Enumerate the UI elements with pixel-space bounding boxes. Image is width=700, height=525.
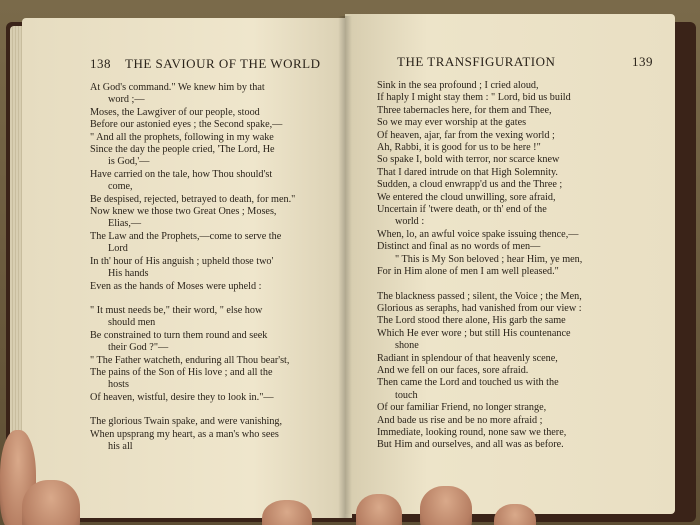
text-line: Of heaven, ajar, far from the vexing world ;	[377, 129, 555, 141]
text-line: Sudden, a cloud enwrapp'd us and the Three ;	[377, 179, 563, 191]
text-line: Now knew we those two Great Ones ; Moses,	[90, 206, 277, 218]
text-line	[377, 279, 653, 291]
text-line: Glorious as seraphs, had vanished from our view :	[377, 302, 582, 314]
finger-right-1	[356, 494, 402, 525]
text-line: When upsprang my heart, as a man's who sees	[90, 428, 279, 440]
text-line: " This is My Son beloved ; hear Him, ye men,	[395, 253, 583, 265]
text-line: Even as the hands of Moses were upheld :	[90, 280, 262, 292]
text-line: Of our familiar Friend, no longer strange,	[377, 402, 547, 414]
text-line: " And all the prophets, following in my wake	[90, 131, 274, 143]
left-page-number: 138	[90, 56, 111, 71]
text-line: That I dared intrude on that High Solemnity.	[377, 166, 558, 178]
text-line: touch	[395, 389, 418, 401]
text-line: Of heaven, wistful, desire they to look in."—	[90, 391, 274, 403]
text-line	[90, 404, 334, 416]
left-running-head: THE SAVIOUR OF THE WORLD	[125, 56, 321, 71]
text-line: Which He ever wore ; but still His countenance	[377, 327, 571, 339]
left-page-text	[90, 82, 334, 453]
finger-left	[22, 480, 80, 525]
text-line: Moses, the Lawgiver of our people, stood	[90, 106, 260, 118]
text-line: Be despised, rejected, betrayed to death, for men."	[90, 193, 296, 205]
text-line: The Law and the Prophets,—come to serve the	[90, 230, 282, 242]
right-page	[345, 14, 675, 514]
text-line: hosts	[108, 379, 129, 391]
text-line: Since the day the people cried, 'The Lord, He	[90, 144, 275, 156]
text-line: The glorious Twain spake, and were vanishing,	[90, 416, 283, 428]
text-line: " It must needs be," their word, " else how	[90, 304, 263, 316]
text-line: " The Father watcheth, enduring all Thou bear'st,	[90, 354, 290, 366]
text-line: The pains of the Son of His love ; and all the	[90, 366, 273, 378]
text-line	[90, 293, 334, 305]
text-line: Have carried on the tale, how Thou should'st	[90, 168, 273, 180]
finger-right-2	[420, 486, 472, 525]
finger-center	[262, 500, 312, 525]
text-line: Then came the Lord and touched us with the	[377, 377, 559, 389]
text-line: Three tabernacles here, for them and Thee,	[377, 104, 552, 116]
text-line: But Him and ourselves, and all was as before.	[377, 439, 564, 451]
text-line: should men	[108, 317, 156, 329]
text-line: Sink in the sea profound ; I cried aloud,	[377, 80, 539, 91]
text-line: When, lo, an awful voice spake issuing thence,—	[377, 228, 579, 240]
text-line: Lord	[108, 243, 128, 255]
text-line: Elias,—	[108, 218, 142, 230]
text-line: is God,'—	[108, 156, 150, 168]
text-line: The Lord stood there alone, His garb the same	[377, 315, 566, 327]
text-line: his all	[108, 440, 133, 452]
text-line: So spake I, bold with terror, nor scarce knew	[377, 154, 560, 166]
right-running-head: THE TRANSFIGURATION	[397, 54, 556, 69]
text-line: And we fell on our faces, sore afraid.	[377, 364, 529, 376]
text-line: His hands	[108, 268, 149, 280]
text-line: their God ?"—	[108, 342, 169, 354]
text-line: And bade us rise and be no more afraid ;	[377, 414, 543, 426]
text-line: For in Him alone of men I am well pleased."	[377, 266, 559, 278]
right-page-number: 139	[632, 54, 653, 69]
left-running-header	[90, 56, 334, 72]
text-line: Radiant in splendour of that heavenly scene,	[377, 352, 558, 364]
text-line: So we may ever worship at the gates	[377, 117, 527, 129]
text-line: come,	[108, 181, 133, 193]
text-line: If haply I might stay them : " Lord, bid us build	[377, 92, 571, 104]
text-line: The blackness passed ; silent, the Voice ; the Men,	[377, 290, 582, 302]
left-page	[22, 18, 352, 518]
right-page-text	[377, 80, 653, 452]
text-line: Ah, Rabbi, it is good for us to be here !"	[377, 142, 541, 154]
text-line: Immediate, looking round, none saw we there,	[377, 426, 567, 438]
book-gutter	[338, 16, 352, 518]
text-line: In th' hour of His anguish ; upheld those two'	[90, 255, 274, 267]
finger-right-3	[494, 504, 536, 525]
text-line: Uncertain if 'twere death, or th' end of the	[377, 204, 547, 216]
text-line: We entered the cloud unwilling, sore afraid,	[377, 191, 556, 203]
text-line: Before our astonied eyes ; the Second spake,—	[90, 119, 283, 131]
right-running-header	[377, 54, 653, 70]
text-line: shone	[395, 340, 419, 352]
text-line: At God's command." We knew him by that	[90, 82, 265, 93]
text-line: Be constrained to turn them round and seek	[90, 329, 268, 341]
text-line: word ;—	[108, 94, 145, 106]
text-line: world :	[395, 216, 425, 228]
text-line: Distinct and final as no words of men—	[377, 241, 541, 253]
